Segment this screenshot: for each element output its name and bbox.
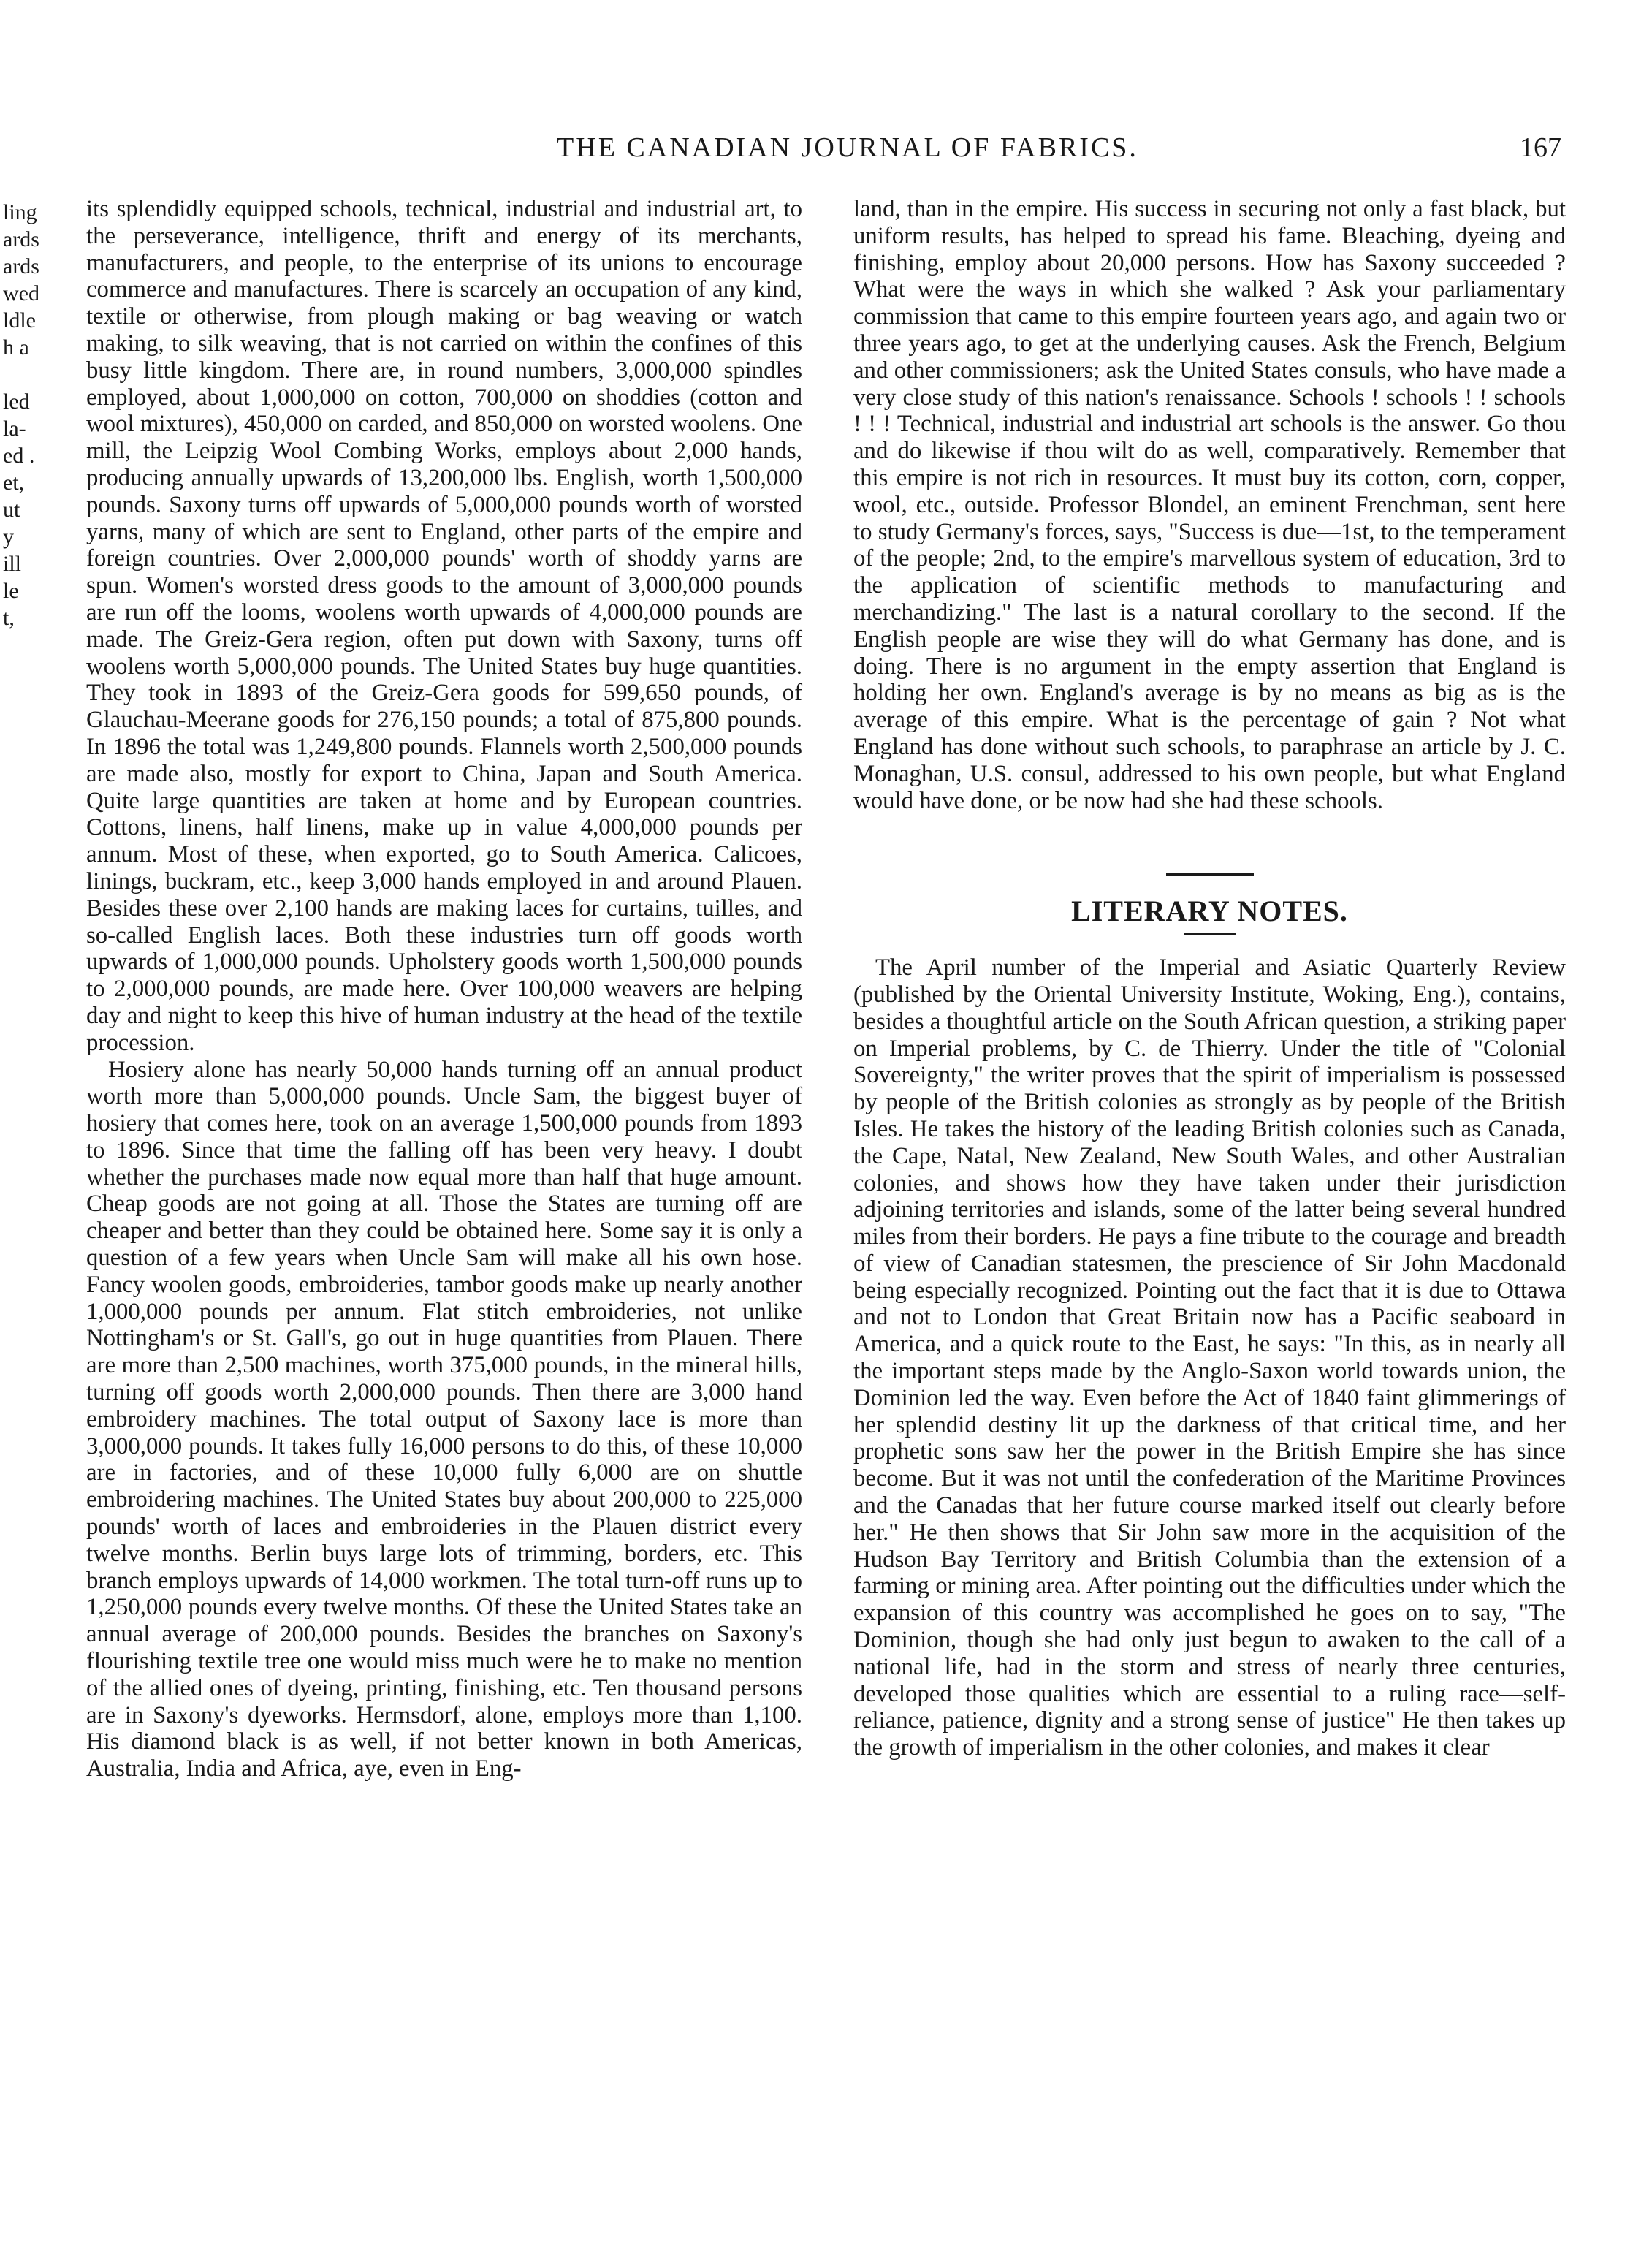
margin-fragment: le: [3, 579, 19, 603]
margin-fragment: ill: [3, 552, 22, 576]
margin-fragment: h a: [3, 335, 29, 360]
heading-rule: [1184, 933, 1236, 935]
margin-fragment: wed: [3, 281, 39, 305]
margin-fragment: et,: [3, 471, 25, 495]
margin-fragment: ards: [3, 254, 39, 278]
margin-fragment: [3, 361, 61, 388]
margin-fragment: ling: [3, 200, 37, 224]
margin-fragments: [3, 199, 61, 631]
article-paragraph: Hosiery alone has nearly 50,000 hands turning off an annual product worth more than 5,000,000 pounds. Uncle Sam, the biggest buyer of hosiery that comes here, took on an average 1,500,000 pounds from 1893 to 1896. Since that time the falling off has been very heavy. I doubt whether the purchases made now equal more than half that huge amount. Cheap goods are not going at all. Those the States are turning off are cheaper and better than they could be obtained here. Some say it is only a question of a few years when Uncle Sam will make all his own hose. Fancy woolen goods, embroideries, tambor goods make up nearly another 1,000,000 pounds per annum. Flat stitch embroideries, not unlike Nottingham's or St. Gall's, go out in huge quantities from Plauen. There are more than 2,500 machines, worth 375,000 pounds, in the mineral hills, turning off goods worth 2,000,000 pounds. Then there are 3,000 hand embroidery machines. The total output of Saxony lace is more than 3,000,000 pounds. It takes fully 16,000 persons to do this, of these 10,000 are in factories, and of these 10,000 fully 6,000 are on shuttle embroidering machines. The United States buy about 200,000 to 225,000 pounds' worth of laces and embroideries in the Plauen district every twelve months. Berlin buys large lots of trimming, borders, etc. This branch employs upwards of 14,000 workmen. The total turn-off runs up to 1,250,000 pounds every twelve months. Of these the United States take an annual average of 200,000 pounds. Besides the branches on Saxony's flourishing textile tree one would miss much were he to make no mention of the allied ones of dyeing, printing, finishing, etc. Ten thousand persons are in Saxony's dyeworks. Hermsdorf, alone, employs more than 1,100. His diamond black is as well, if not better known in both Americas, Australia, India and Africa, aye, even in Eng-: [86, 1056, 802, 1782]
margin-fragment: ut: [3, 498, 20, 522]
margin-fragment: y: [3, 525, 14, 549]
margin-fragment: ldle: [3, 308, 36, 333]
page-header: [0, 132, 1652, 175]
left-column: [86, 196, 802, 1782]
margin-fragment: t,: [3, 606, 15, 630]
margin-fragment: ards: [3, 227, 39, 251]
margin-fragment: la-: [3, 417, 26, 441]
literary-paragraph: The April number of the Imperial and Asiatic Quarterly Review (published by the Oriental University Institute, Woking, Eng.), contains, besides a thoughtful article on the South African question, a striking paper on Imperial problems, by C. de Thierry. Under the title of "Colonial Sovereignty," the writer proves that the spirit of imperialism is possessed by people of the British colonies as strongly as by people of the British Isles. He takes the history of the leading British colonies such as Canada, the Cape, Natal, New Zealand, New South Wales, and other Australian colonies, and shows how they have taken under their jurisdiction adjoining territories and islands, some of the latter being several hundred miles from their borders. He pays a fine tribute to the courage and breadth of view of Canadian statesmen, the prescience of Sir John Macdonald being especially recognized. Pointing out the fact that it is due to Ottawa and not to London that Great Britain now has a Pacific seaboard in America, and a quick route to the East, he says: "In this, as in nearly all the important steps made by the Anglo-Saxon world towards union, the Dominion led the way. Even before the Act of 1840 faint glimmerings of her splendid destiny lit up the darkness of that critical time, and her prophetic sons saw her the power in the British Empire she has since become. But it was not until the confederation of the Maritime Provinces and the Canadas that her future course marked itself out clearly before her." He then shows that Sir John saw more in the acquisition of the Hudson Bay Territory and British Columbia than the extension of a farming or mining area. After pointing out the difficulties under which the expansion of this country was accomplished he goes on to say, "The Dominion, though she had only just begun to awaken to the call of a national life, had in the storm and stress of nearly three centuries, developed those qualities which are essential to a ruling race—self-reliance, patience, dignity and a strong sense of justice" He then takes up the growth of imperialism in the other colonies, and makes it clear: [853, 954, 1566, 1761]
margin-fragment: ed .: [3, 444, 35, 468]
right-column: [853, 196, 1566, 1761]
page-number: 167: [1520, 132, 1561, 163]
margin-fragment: led: [3, 390, 30, 414]
section-heading: LITERARY NOTES.: [1071, 895, 1348, 928]
section-divider: [1166, 873, 1254, 876]
article-paragraph: land, than in the empire. His success in securing not only a fast black, but uniform results, has helped to spread his fame. Bleaching, dyeing and finishing, employ about 20,000 persons. How has Saxony succeeded ? What were the ways in which she walked ? Ask your parliamentary commission that came to this empire fourteen years ago, and again two or three years ago, to get at the underlying causes. Ask the French, Belgium and other commissioners; ask the United States consuls, who have made a very close study of this nation's renaissance. Schools ! schools ! ! schools ! ! ! Technical, industrial and industrial art schools is the answer. Go thou and do likewise if thou wilt do as well, comparatively. Remember that this empire is not rich in resources. It must buy its cotton, corn, copper, wool, etc., outside. Professor Blondel, an eminent Frenchman, sent here to study Germany's forces, says, "Success is due—1st, to the temperament of the people; 2nd, to the empire's marvellous system of education, 3rd to the application of scientific methods to manufacturing and merchandizing." The last is a natural corollary to the second. If the English people are wise they will do what Germany has done, and is doing. There is no argument in the empty assertion that England is holding her own. England's average is by no means as big as is the average of this empire. What is the percentage of gain ? Not what England has done without such schools, to paraphrase an article by J. C. Monaghan, U.S. consul, addressed to his own people, but what England would have done, or be now had she had these schools.: [853, 196, 1566, 814]
article-paragraph: its splendidly equipped schools, technical, industrial and industrial art, to the perseverance, intelligence, thrift and energy of its merchants, manufacturers, and people, to the enterprise of its unions to encourage commerce and manufactures. There is scarcely an occupation of any kind, textile or otherwise, from plough making or bag weaving or watch making, to silk weaving, that is not carried on within the confines of this busy little kingdom. There are, in round numbers, 3,000,000 spindles employed, about 1,000,000 on cotton, 700,000 on shoddies (cotton and wool mixtures), 450,000 on carded, and 850,000 on worsted woolens. One mill, the Leipzig Wool Combing Works, employs about 2,000 hands, producing annually upwards of 13,200,000 lbs. English, worth 1,500,000 pounds. Saxony turns off upwards of 5,000,000 pounds worth of worsted yarns, many of which are sent to England, other parts of the empire and foreign countries. Over 2,000,000 pounds' worth of shoddy yarns are spun. Women's worsted dress goods to the amount of 3,000,000 pounds are run off the looms, woolens worth upwards of 4,000,000 pounds are made. The Greiz-Gera region, often put down with Saxony, turns off woolens worth 5,000,000 pounds. The United States buy huge quantities. They took in 1893 of the Greiz-Gera goods for 599,650 pounds, of Glauchau-Meerane goods for 276,150 pounds; a total of 875,800 pounds. In 1896 the total was 1,249,800 pounds. Flannels worth 2,500,000 pounds are made also, mostly for export to China, Japan and South America. Quite large quantities are taken at home and by European countries. Cottons, linens, half linens, make up in value 4,000,000 pounds per annum. Most of these, when exported, go to South America. Calicoes, linings, buckram, etc., keep 3,000 hands employed in and around Plauen. Besides these over 2,100 hands are making laces for curtains, tuilles, and so-called English laces. Both these industries turn off goods worth upwards of 1,000,000 pounds. Upholstery goods worth 1,500,000 pounds to 2,000,000 pounds, are made here. Over 100,000 weavers are helping day and night to keep this hive of human industry at the head of the textile procession.: [86, 196, 802, 1056]
journal-title: THE CANADIAN JOURNAL OF FABRICS.: [557, 132, 1138, 163]
